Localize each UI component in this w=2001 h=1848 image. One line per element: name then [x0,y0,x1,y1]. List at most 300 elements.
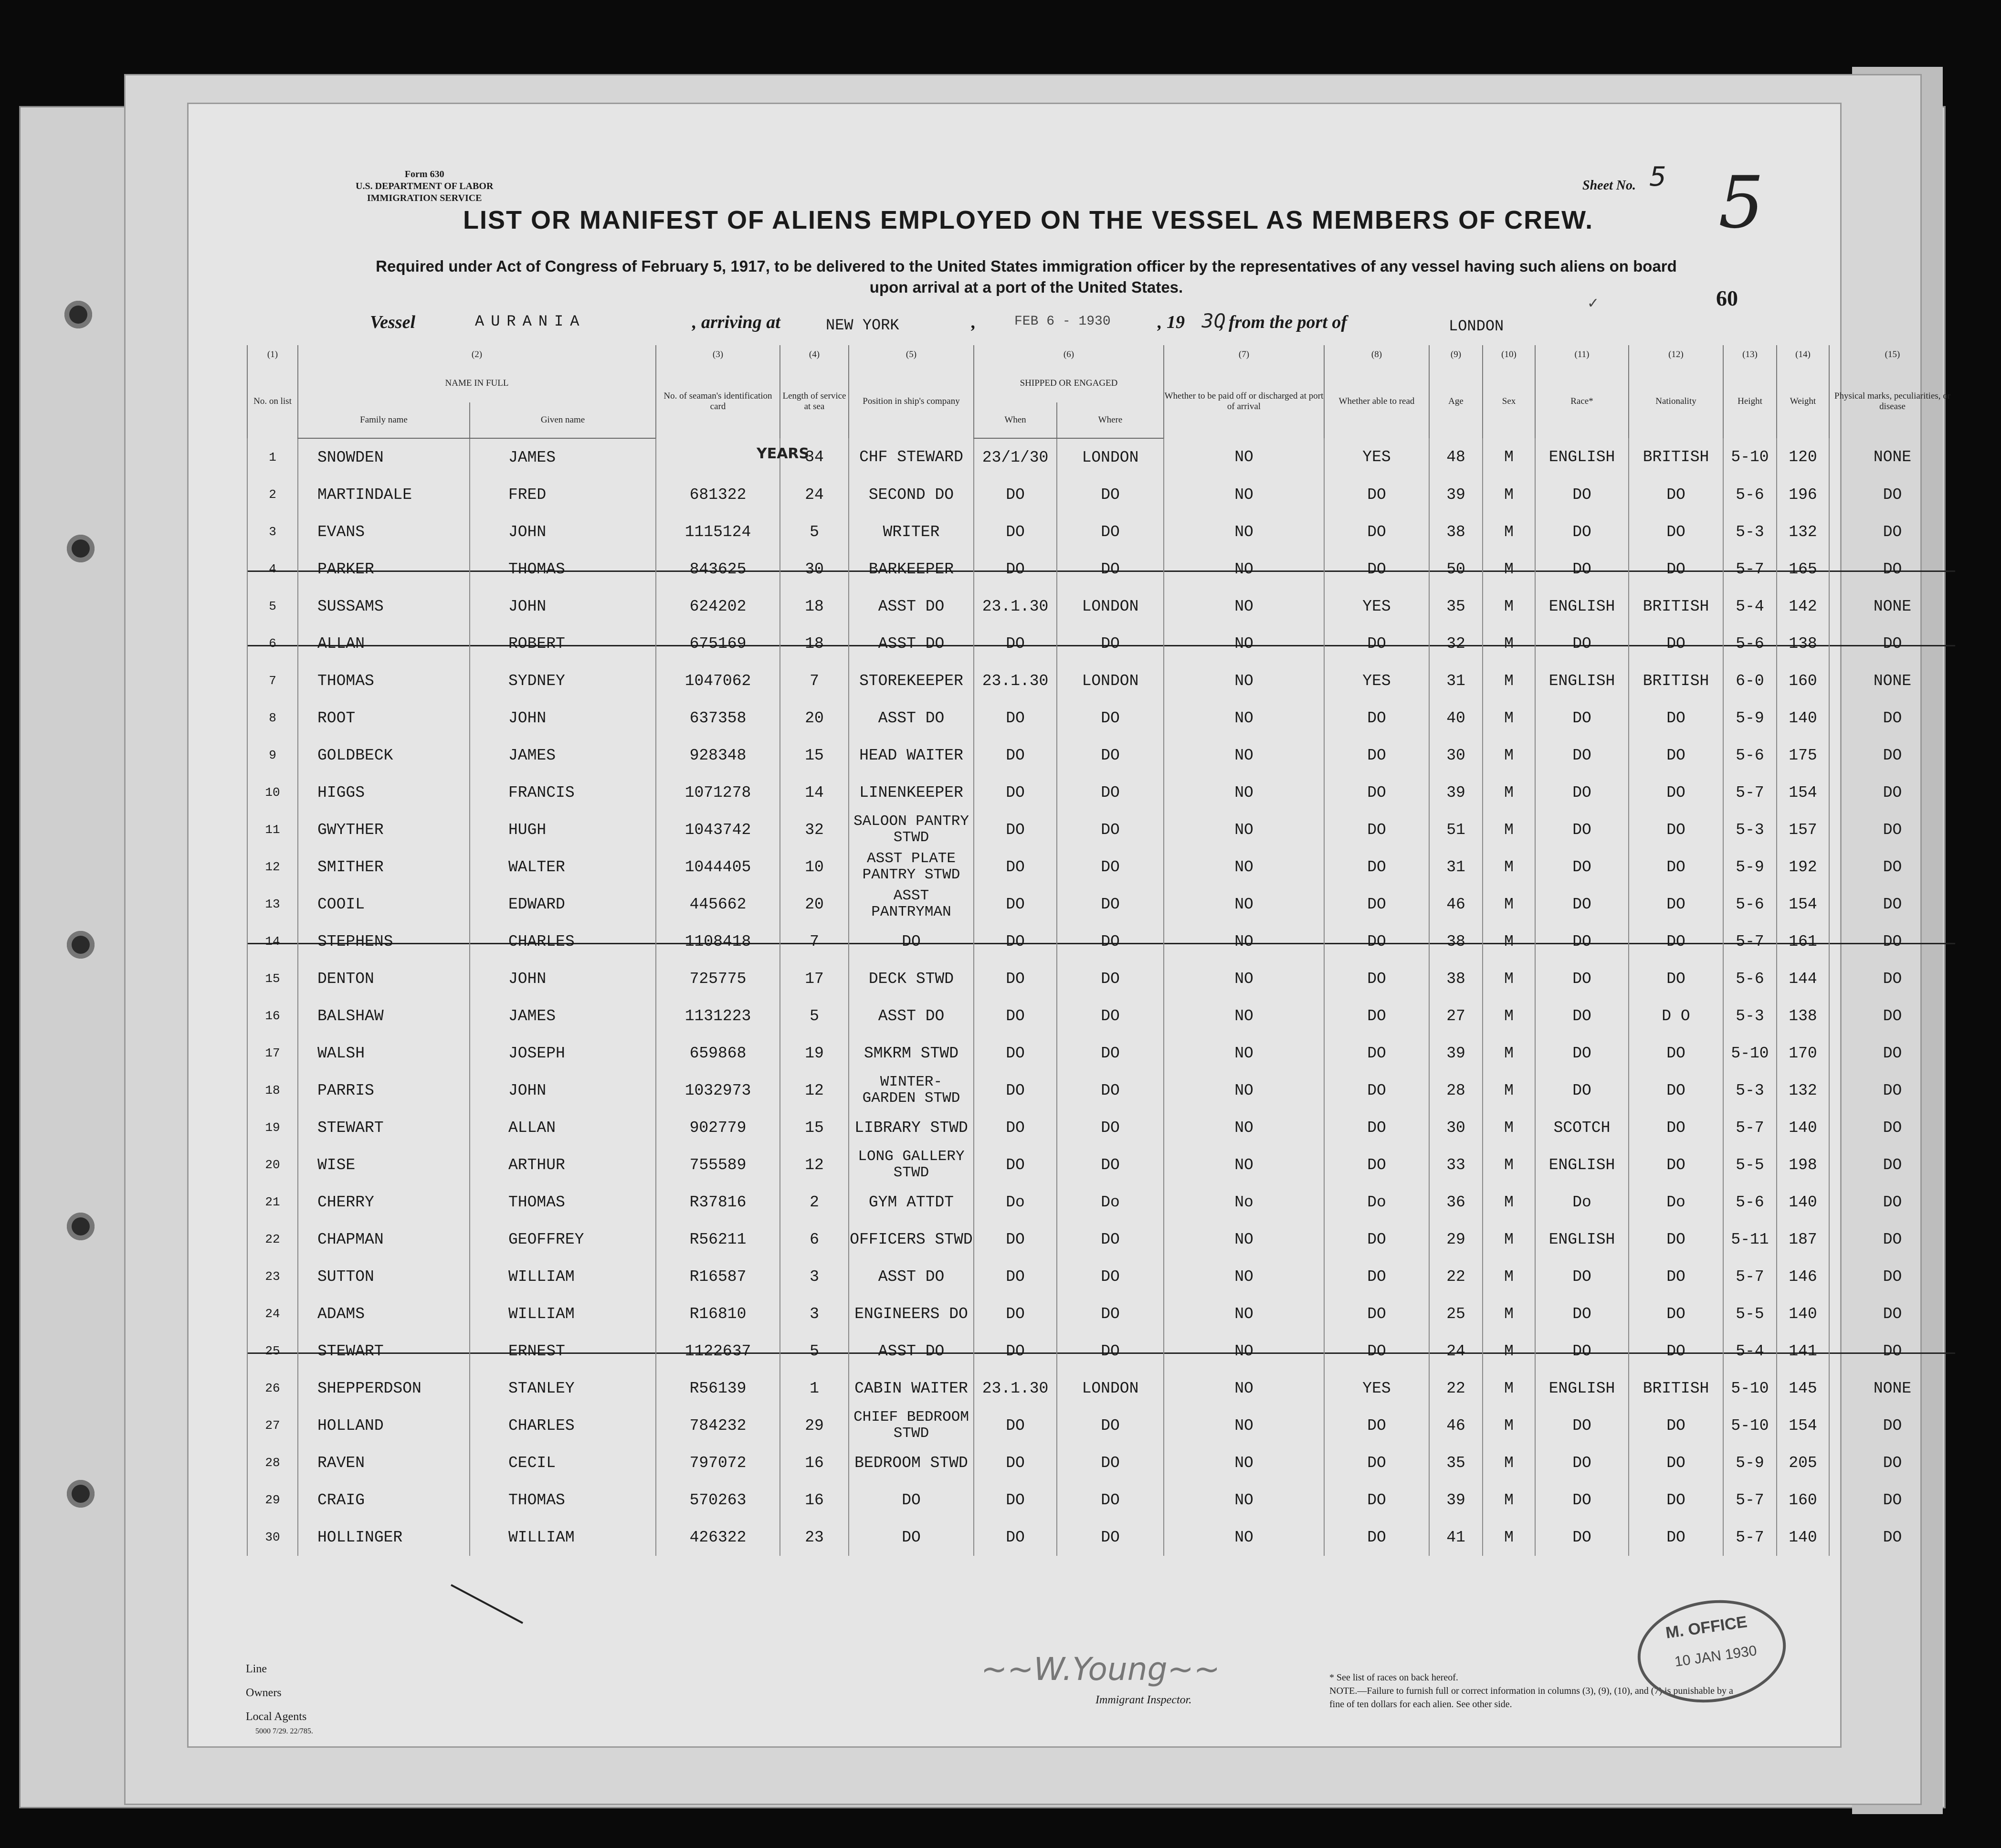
race: DO [1535,811,1629,848]
sex: M [1483,625,1535,662]
given-name: FRED [470,476,656,513]
shipped-when: DO [974,1072,1057,1109]
sex: M [1483,1035,1535,1072]
weight: 161 [1777,923,1829,960]
table-row [247,997,1955,1035]
check-mark: ✓ [1587,296,1600,311]
weight: 196 [1777,476,1829,513]
header-sex: Sex [1483,364,1535,438]
id-card-number: 681322 [656,476,780,513]
col-number: (10) [1483,345,1535,364]
nationality: DO [1629,550,1723,588]
paid-off: NO [1164,811,1324,848]
weight: 160 [1777,1481,1829,1519]
weight: 170 [1777,1035,1829,1072]
age: 25 [1429,1295,1483,1332]
family-name: SUSSAMS [298,588,470,625]
table-row [247,1332,1955,1370]
shipped-where: DO [1057,737,1164,774]
family-name: STEPHENS [298,923,470,960]
family-name: WISE [298,1146,470,1183]
weight: 192 [1777,848,1829,886]
page-subtitle: Required under Act of Congress of February 5, 1917, to be delivered to the United States immigration officer by the representatives of any vessel having such aliens on board upon arrival at a port of the United States. [376,257,1677,296]
height: 5-6 [1723,476,1777,513]
shipped-when: 23.1.30 [974,662,1057,699]
id-card-number: R37816 [656,1183,780,1221]
row-number: 21 [247,1183,298,1221]
paid-off: NO [1164,1519,1324,1556]
age: 35 [1429,588,1483,625]
header-race: Race* [1535,364,1629,438]
sex: M [1483,662,1535,699]
id-card-number: 902779 [656,1109,780,1146]
height: 5-9 [1723,699,1777,737]
arriving-port: NEW YORK [826,317,899,334]
height: 5-11 [1723,1221,1777,1258]
table-row [247,960,1955,997]
stamp-date: 10 JAN 1930 [1674,1643,1758,1670]
paid-off: NO [1164,1035,1324,1072]
nationality: DO [1629,886,1723,923]
position: ASST DO [849,1258,974,1295]
able-to-read: DO [1324,1481,1429,1519]
paid-off: NO [1164,1332,1324,1370]
age: 46 [1429,1407,1483,1444]
race: DO [1535,699,1629,737]
years-service: 20 [780,886,849,923]
header-age: Age [1429,364,1483,438]
col-number: (7) [1164,345,1324,364]
id-card-number: R16810 [656,1295,780,1332]
shipped-where: DO [1057,1407,1164,1444]
id-card-number: 1122637 [656,1332,780,1370]
shipped-when: DO [974,476,1057,513]
age: 46 [1429,886,1483,923]
position: STOREKEEPER [849,662,974,699]
sex: M [1483,1407,1535,1444]
row-number: 19 [247,1109,298,1146]
shipped-where: Do [1057,1183,1164,1221]
id-card-number: 843625 [656,550,780,588]
shipped-where: DO [1057,774,1164,811]
age: 22 [1429,1370,1483,1407]
row-number: 6 [247,625,298,662]
print-code: 5000 7/29. 22/785. [255,1727,313,1735]
row-number: 23 [247,1258,298,1295]
height: 5-4 [1723,588,1777,625]
sex: M [1483,737,1535,774]
race: DO [1535,774,1629,811]
race: DO [1535,923,1629,960]
paid-off: NO [1164,886,1324,923]
given-name: HUGH [470,811,656,848]
position: CABIN WAITER [849,1370,974,1407]
header-able-to-read: Whether able to read [1324,364,1429,438]
id-card-number: 445662 [656,886,780,923]
race: DO [1535,513,1629,550]
id-card-number: 928348 [656,737,780,774]
height: 5-10 [1723,1407,1777,1444]
shipped-where: DO [1057,997,1164,1035]
given-name: ALLAN [470,1109,656,1146]
family-name: HOLLINGER [298,1519,470,1556]
age: 35 [1429,1444,1483,1481]
position: ASST DO [849,625,974,662]
physical-marks: DO [1829,848,1955,886]
row-number: 7 [247,662,298,699]
header-no-on-list: No. on list [247,364,298,438]
position: ASST DO [849,699,974,737]
able-to-read: DO [1324,737,1429,774]
family-name: ROOT [298,699,470,737]
table-row [247,1258,1955,1295]
header-family-name: Family name [298,402,470,438]
position: CHIEF BEDROOM STWD [849,1407,974,1444]
race: ENGLISH [1535,438,1629,476]
able-to-read: DO [1324,550,1429,588]
able-to-read: DO [1324,1258,1429,1295]
shipped-when: DO [974,1444,1057,1481]
family-name: HOLLAND [298,1407,470,1444]
height: 5-6 [1723,1183,1777,1221]
physical-marks: DO [1829,1407,1955,1444]
header-physical-marks: Physical marks, peculiarities, or disease [1829,364,1955,438]
age: 32 [1429,625,1483,662]
race: ENGLISH [1535,1146,1629,1183]
paid-off: NO [1164,1258,1324,1295]
race: DO [1535,737,1629,774]
col-number: (12) [1629,345,1723,364]
table-row [247,625,1955,662]
id-card-number: 784232 [656,1407,780,1444]
row-number: 4 [247,550,298,588]
binder-hole [67,1213,95,1240]
years-service: 23 [780,1519,849,1556]
able-to-read: DO [1324,1332,1429,1370]
weight: 141 [1777,1332,1829,1370]
height: 5-5 [1723,1295,1777,1332]
id-card-number: 755589 [656,1146,780,1183]
physical-marks: DO [1829,1183,1955,1221]
arrival-date-stamp: FEB 6 - 1930 [1014,314,1111,329]
race: DO [1535,1444,1629,1481]
age: 39 [1429,1481,1483,1519]
years-service: 16 [780,1481,849,1519]
age: 31 [1429,848,1483,886]
id-card-number: 624202 [656,588,780,625]
race: DO [1535,997,1629,1035]
row-number: 16 [247,997,298,1035]
position: WINTER- GARDEN STWD [849,1072,974,1109]
row-number: 12 [247,848,298,886]
given-name: CECIL [470,1444,656,1481]
id-card-number: 1044405 [656,848,780,886]
paid-off: NO [1164,1072,1324,1109]
shipped-where: DO [1057,960,1164,997]
family-name: PARKER [298,550,470,588]
col-number: (5) [849,345,974,364]
able-to-read: DO [1324,886,1429,923]
col-number: (1) [247,345,298,364]
row-number: 30 [247,1519,298,1556]
physical-marks: DO [1829,960,1955,997]
years-service: 32 [780,811,849,848]
physical-marks: DO [1829,1519,1955,1556]
given-name: WILLIAM [470,1295,656,1332]
family-name: STEWART [298,1332,470,1370]
paid-off: NO [1164,923,1324,960]
weight: 160 [1777,662,1829,699]
years-service: 3 [780,1295,849,1332]
age: 38 [1429,923,1483,960]
able-to-read: DO [1324,1221,1429,1258]
paid-off: NO [1164,1295,1324,1332]
age: 30 [1429,737,1483,774]
nationality: DO [1629,737,1723,774]
shipped-where: DO [1057,513,1164,550]
shipped-where: DO [1057,1035,1164,1072]
paid-off: NO [1164,1407,1324,1444]
weight: 154 [1777,886,1829,923]
table-row [247,513,1955,550]
height: 5-7 [1723,1481,1777,1519]
nationality: DO [1629,923,1723,960]
years-service: 20 [780,699,849,737]
weight: 145 [1777,1370,1829,1407]
weight: 140 [1777,699,1829,737]
height: 5-3 [1723,811,1777,848]
fine-note: NOTE.—Failure to furnish full or correct information in columns (3), (9), (10), and (7) is punishable by a fine of ten dollars for each alien. See other side. [1329,1686,1733,1710]
weight: 138 [1777,625,1829,662]
race: DO [1535,1332,1629,1370]
given-name: JOHN [470,588,656,625]
weight: 120 [1777,438,1829,476]
height: 5-7 [1723,1258,1777,1295]
family-name: CHAPMAN [298,1221,470,1258]
family-name: HIGGS [298,774,470,811]
id-card-number: 1131223 [656,997,780,1035]
height: 5-6 [1723,737,1777,774]
given-name: SYDNEY [470,662,656,699]
page-title: LIST OR MANIFEST OF ALIENS EMPLOYED ON THE VESSEL AS MEMBERS OF CREW. [463,206,1594,234]
race-note: * See list of races on back hereof. [1329,1672,1458,1683]
height: 5-7 [1723,550,1777,588]
able-to-read: DO [1324,923,1429,960]
physical-marks: NONE [1829,588,1955,625]
col-number: (13) [1723,345,1777,364]
from-port: LONDON [1449,317,1504,335]
position: SECOND DO [849,476,974,513]
shipped-when: 23.1.30 [974,1370,1057,1407]
shipped-when: DO [974,848,1057,886]
paid-off: NO [1164,476,1324,513]
sex: M [1483,1444,1535,1481]
family-name: CRAIG [298,1481,470,1519]
height: 5-6 [1723,960,1777,997]
position: CHF STEWARD [849,438,974,476]
table-row [247,737,1955,774]
nationality: DO [1629,1481,1723,1519]
weight: 165 [1777,550,1829,588]
age: 39 [1429,1035,1483,1072]
binder-hole [67,535,95,562]
family-name: SHEPPERDSON [298,1370,470,1407]
position: LIBRARY STWD [849,1109,974,1146]
given-name: STANLEY [470,1370,656,1407]
sex: M [1483,811,1535,848]
years-note: YEARS [757,445,810,462]
position: HEAD WAITER [849,737,974,774]
years-service: 29 [780,1407,849,1444]
given-name: JOHN [470,699,656,737]
shipped-where: DO [1057,1295,1164,1332]
height: 5-9 [1723,1444,1777,1481]
table-row [247,1407,1955,1444]
physical-marks: DO [1829,737,1955,774]
able-to-read: YES [1324,588,1429,625]
able-to-read: DO [1324,1407,1429,1444]
weight: 154 [1777,774,1829,811]
sex: M [1483,774,1535,811]
able-to-read: DO [1324,774,1429,811]
given-name: CHARLES [470,1407,656,1444]
given-name: THOMAS [470,1481,656,1519]
id-card-number: 725775 [656,960,780,997]
id-card-number: 637358 [656,699,780,737]
paid-off: NO [1164,737,1324,774]
race: SCOTCH [1535,1109,1629,1146]
family-name: GOLDBECK [298,737,470,774]
paid-off: NO [1164,1444,1324,1481]
given-name: THOMAS [470,550,656,588]
able-to-read: DO [1324,997,1429,1035]
race: ENGLISH [1535,1370,1629,1407]
shipped-where: DO [1057,550,1164,588]
shipped-when: DO [974,513,1057,550]
sex: M [1483,1072,1535,1109]
years-service: 5 [780,1332,849,1370]
id-card-number: 426322 [656,1519,780,1556]
nationality: D O [1629,997,1723,1035]
race: DO [1535,1258,1629,1295]
table-row [247,886,1955,923]
sex: M [1483,476,1535,513]
height: 5-10 [1723,1370,1777,1407]
shipped-when: DO [974,1221,1057,1258]
row-number: 13 [247,886,298,923]
height: 5-7 [1723,1519,1777,1556]
header-position: Position in ship's company [849,364,974,438]
paid-off: NO [1164,662,1324,699]
paid-off: NO [1164,848,1324,886]
shipped-when: Do [974,1183,1057,1221]
position: DO [849,1481,974,1519]
years-service: 18 [780,588,849,625]
able-to-read: DO [1324,848,1429,886]
crew-rows [247,438,1955,1556]
height: 6-0 [1723,662,1777,699]
shipped-when: DO [974,960,1057,997]
paid-off: NO [1164,1146,1324,1183]
id-card-number: 1032973 [656,1072,780,1109]
able-to-read: DO [1324,1072,1429,1109]
paid-off: NO [1164,1370,1324,1407]
race: DO [1535,625,1629,662]
col-number: (15) [1829,345,1955,364]
weight: 140 [1777,1109,1829,1146]
paid-off: NO [1164,997,1324,1035]
col-number: (9) [1429,345,1483,364]
age: 33 [1429,1146,1483,1183]
height: 5-3 [1723,997,1777,1035]
binder-hole [64,301,92,328]
family-name: PARRIS [298,1072,470,1109]
able-to-read: DO [1324,625,1429,662]
race: Do [1535,1183,1629,1221]
table-row [247,811,1955,848]
shipped-where: DO [1057,1109,1164,1146]
department-name: U.S. DEPARTMENT OF LABOR [356,181,494,191]
physical-marks: DO [1829,1035,1955,1072]
able-to-read: YES [1324,1370,1429,1407]
nationality: BRITISH [1629,438,1723,476]
sex: M [1483,960,1535,997]
given-name: WILLIAM [470,1519,656,1556]
shipped-when: DO [974,737,1057,774]
sex: M [1483,588,1535,625]
nationality: Do [1629,1183,1723,1221]
shipped-when: 23.1.30 [974,588,1057,625]
sheet-label: Sheet No. [1582,178,1636,193]
shipped-when: DO [974,774,1057,811]
position: ASST DO [849,997,974,1035]
row-number: 28 [247,1444,298,1481]
age: 31 [1429,662,1483,699]
sex: M [1483,1258,1535,1295]
row-number: 14 [247,923,298,960]
paid-off: NO [1164,588,1324,625]
family-name: SUTTON [298,1258,470,1295]
position: ASST DO [849,588,974,625]
row-number: 20 [247,1146,298,1183]
shipped-when: DO [974,886,1057,923]
shipped-when: DO [974,1035,1057,1072]
age: 51 [1429,811,1483,848]
family-name: COOIL [298,886,470,923]
row-number: 25 [247,1332,298,1370]
shipped-when: DO [974,923,1057,960]
height: 5-3 [1723,513,1777,550]
header-length-service: Length of service at sea [780,364,849,438]
shipped-where: DO [1057,476,1164,513]
years-service: 12 [780,1146,849,1183]
table-row [247,550,1955,588]
position: BARKEEPER [849,550,974,588]
sex: M [1483,1481,1535,1519]
weight: 140 [1777,1295,1829,1332]
able-to-read: YES [1324,438,1429,476]
shipped-where: DO [1057,1072,1164,1109]
shipped-when: DO [974,997,1057,1035]
shipped-when: DO [974,1146,1057,1183]
position: OFFICERS STWD [849,1221,974,1258]
nationality: BRITISH [1629,588,1723,625]
shipped-when: DO [974,1407,1057,1444]
height: 5-6 [1723,625,1777,662]
position: ENGINEERS DO [849,1295,974,1332]
sheet-number: 5 [1649,161,1666,192]
family-name: ALLAN [298,625,470,662]
